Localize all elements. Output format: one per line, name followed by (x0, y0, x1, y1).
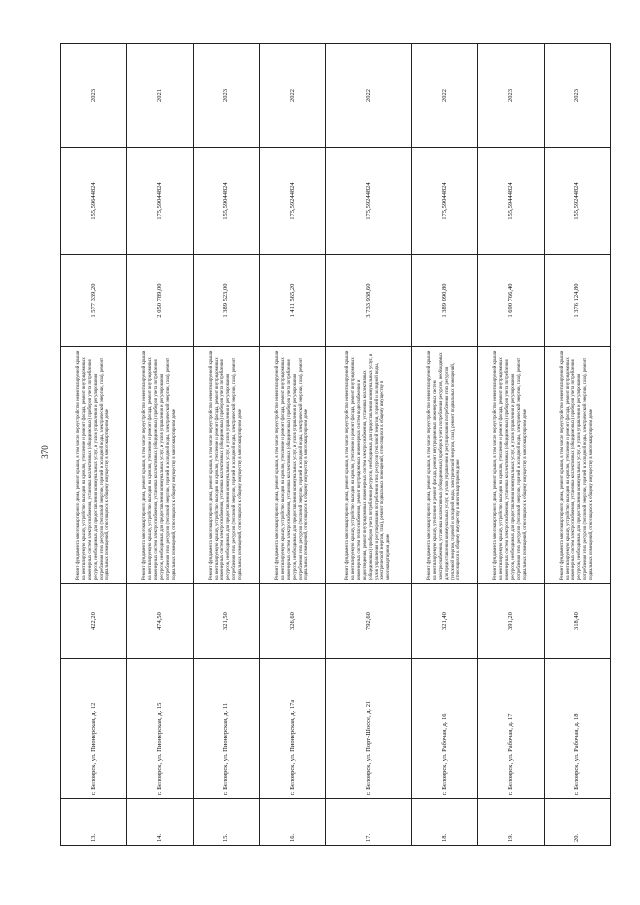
works-description-cell: Ремонт фундамента многоквартирного дома, ремонт крыши, в том числе переустройство невентилируемой крыши на вентилируемую крышу, устройство выходов на кровлю, утепление и ремонт фасада, ремонт внутридомовых инженерных систем электроснабжения, установка коллективных (общедомовых) приборов учета потребления ресурсов, необходимых для предоставления коммунальных услуг, и узлов управления и регулирования потребления этих ресурсов (тепловой энергии, горячей и холодной воды, электрической энергии, газа), ремонт подвальных помещений, относящихся к общему имуществу в многоквартирном доме (259, 347, 325, 584)
works-description-cell: Ремонт фундамента многоквартирного дома, ремонт крыши, в том числе переустройство невентилируемой крыши на вентилируемую крышу, устройство выходов на кровлю, утепление и ремонт фасада, ремонт внутридомовых инженерных систем электроснабжения, установка коллективных (общедомовых) приборов учета потребления ресурсов, необходимых для предоставления коммунальных услуг, и узлов управления и регулирования потребления этих ресурсов (тепловой энергии, горячей и холодной воды, электрической энергии, газа), ремонт подвальных помещений, относящихся к общему имуществу в многоквартирном доме (193, 347, 259, 584)
page-number: 370 (40, 445, 50, 459)
table-row (478, 44, 544, 846)
row-number: 15. (193, 799, 259, 846)
row-number: 20. (544, 799, 610, 846)
unit-cost-cell: 155,59244824 (544, 148, 610, 255)
table-row (412, 44, 478, 846)
area-cell: 474,50 (127, 584, 193, 659)
year-cell: 2022 (326, 44, 412, 148)
unit-cost-cell: 155,59444824 (478, 148, 544, 255)
year-cell: 2022 (259, 44, 325, 148)
address-cell: г. Белоярск, ул. Рабочая, д. 16 (412, 659, 478, 799)
row-number: 16. (259, 799, 325, 846)
unit-cost-cell: 175,59244824 (326, 148, 412, 255)
unit-cost-cell: 175,59044824 (412, 148, 478, 255)
year-cell: 2021 (127, 44, 193, 148)
cost-cell: 1 577 339,20 (61, 255, 127, 347)
year-cell: 2023 (61, 44, 127, 148)
cost-cell: 2 050 789,00 (127, 255, 193, 347)
row-number: 17. (326, 799, 412, 846)
table-body (61, 44, 611, 846)
table-row (544, 44, 610, 846)
works-description-cell: Ремонт фундамента многоквартирного дома, ремонт крыши, в том числе переустройство невентилируемой крыши на вентилируемую крышу, устройство выходов на кровлю, утепление и ремонт фасада, ремонт внутридомовых инженерных систем электроснабжения, установка коллективных (общедомовых) приборов учета потребления ресурсов, необходимых для предоставления коммунальных услуг, и узлов управления и регулирования потребления этих ресурсов (тепловой энергии, горячей и холодной воды, электрической энергии, газа), ремонт подвальных помещений, относящихся к общему имуществу в многоквартирном доме (127, 347, 193, 584)
area-cell: 326,60 (259, 584, 325, 659)
address-cell: г. Белоярск, ул. Порт-Шоссе, д. 21 (326, 659, 412, 799)
capital-repair-table (60, 43, 611, 846)
table-row (61, 44, 127, 846)
table-row (259, 44, 325, 846)
table-row (193, 44, 259, 846)
row-number: 14. (127, 799, 193, 846)
address-cell: г. Белоярск, ул. Пионерская, д. 17а (259, 659, 325, 799)
row-number: 13. (61, 799, 127, 846)
area-cell: 321,40 (412, 584, 478, 659)
unit-cost-cell: 155,59644824 (61, 148, 127, 255)
program-table-area (60, 89, 611, 846)
address-cell: г. Белоярск, ул. Пионерская, д. 11 (193, 659, 259, 799)
address-cell: г. Белоярск, ул. Пионерская, д. 15 (127, 659, 193, 799)
works-description-cell: Ремонт фундамента многоквартирного дома, ремонт крыши, в том числе переустройство невентилируемой крыши на вентилируемую крышу, устройство выходов на кровлю, утепление и ремонт фасада, ремонт внутридомовых инженерных систем электроснабжения, установка коллективных (общедомовых) приборов учета потребления ресурсов, необходимых для предоставления коммунальных услуг, и узлов управления и регулирования потребления этих ресурсов (тепловой энергии, горячей и холодной воды, электрической энергии, газа), ремонт подвальных помещений, относящихся к общему имуществу в многоквартирном доме (478, 347, 544, 584)
rotated-table-frame (60, 89, 611, 846)
unit-cost-cell: 175,59044824 (127, 148, 193, 255)
address-cell: г. Белоярск, ул. Рабочая, д. 17 (478, 659, 544, 799)
area-cell: 321,50 (193, 584, 259, 659)
year-cell: 2023 (478, 44, 544, 148)
table-row (326, 44, 412, 846)
works-description-cell: Ремонт фундамента многоквартирного дома, ремонт крыши, в том числе переустройство невентилируемой крыши на вентилируемую крышу, устройство выходов на кровлю, утепление и ремонт фасада, ремонт внутридомовых инженерных систем электроснабжения, установка коллективных (общедомовых) приборов учета потребления ресурсов, необходимых для предоставления коммунальных услуг, и узлов управления и регулирования потребления этих ресурсов (тепловой энергии, горячей и холодной воды, электрической энергии, газа), ремонт подвальных помещений, относящихся к общему имуществу в многоквартирном доме (544, 347, 610, 584)
unit-cost-cell: 175,59244824 (259, 148, 325, 255)
unit-cost-cell: 155,59044824 (193, 148, 259, 255)
row-number: 18. (412, 799, 478, 846)
area-cell: 318,40 (544, 584, 610, 659)
year-cell: 2023 (544, 44, 610, 148)
address-cell: г. Белоярск, ул. Пионерская, д. 12 (61, 659, 127, 799)
works-description-cell: Ремонт фундамента многоквартирного дома, ремонт крыши, в том числе переустройство невентилируемой крыши на вентилируемую крышу, утепление и ремонт фасада, ремонт внутридомовых инженерных систем электроснабжения, установка коллективных (общедомовых) приборов учета потребления ресурсов, необходимых для предоставления коммунальных услуг, и узлов управления и регулирования потребления этих ресурсов (тепловой энергии, горячей и холодной воды, электрической энергии, газа), ремонт подвальных помещений, относящихся к общему имуществу в многоквартирном доме (412, 347, 478, 584)
works-description-cell: Ремонт фундамента многоквартирного дома, ремонт крыши, в том числе переустройство невентилируемой крыши на вентилируемую крышу, устройство выходов на кровлю, утепление и ремонт фасада, ремонт внутридомовых инженерных систем электроснабжения, установка коллективных (общедомовых) приборов учета потребления ресурсов, необходимых для предоставления коммунальных услуг, и узлов управления и регулирования потребления этих ресурсов (тепловой энергии, горячей и холодной воды, электрической энергии, газа), ремонт подвальных помещений, относящихся к общему имуществу в многоквартирном доме (61, 347, 127, 584)
works-description-cell: Ремонт фундамента многоквартирного дома, ремонт крыши, в том числе переустройство невентилируемой крыши на вентилируемую крышу, устройство выходов на кровлю, утепление и ремонт фасада, ремонт внутридомовых инженерных систем теплоснабжения, ремонт внутридомовых инженерных систем водоснабжения и водоотведения, ремонт внутридомовых инженерных систем электроснабжения, установка коллективных (общедомовых) приборов учета потребления ресурсов, необходимых для предоставления коммунальных услуг, и узлов управления и регулирования потребления этих ресурсов (тепловой энергии, горячей и холодной воды, электрической энергии, газа), ремонт подвальных помещений, относящихся к общему имуществу в многоквартирном доме (326, 347, 412, 584)
area-cell: 792,60 (326, 584, 412, 659)
area-cell: 422,20 (61, 584, 127, 659)
year-cell: 2023 (193, 44, 259, 148)
row-number: 19. (478, 799, 544, 846)
address-cell: г. Белоярск, ул. Рабочая, д. 18 (544, 659, 610, 799)
cost-cell: 1 389 523,00 (193, 255, 259, 347)
year-cell: 2022 (412, 44, 478, 148)
cost-cell: 1 411 565,20 (259, 255, 325, 347)
area-cell: 391,20 (478, 584, 544, 659)
cost-cell: 1 376 124,80 (544, 255, 610, 347)
cost-cell: 1 389 090,80 (412, 255, 478, 347)
table-row (127, 44, 193, 846)
cost-cell: 3 733 938,60 (326, 255, 412, 347)
cost-cell: 1 690 766,40 (478, 255, 544, 347)
